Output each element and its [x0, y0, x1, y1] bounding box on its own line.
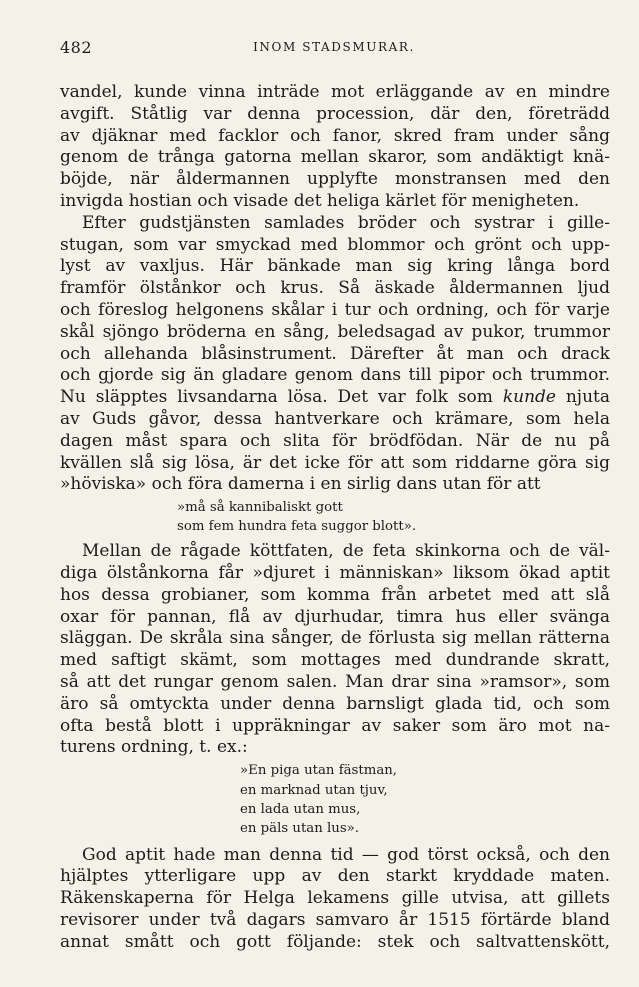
- text-line: kvällen slå sig lösa, är det icke för att som riddarne göra sig: [60, 452, 610, 473]
- text-line: framför ölstånkor och krus. Så äskade åldermannen ljud: [60, 278, 610, 299]
- verse-line: »må så kannibaliskt gott: [177, 500, 343, 516]
- text-line: »höviska» och föra damerna i en sirlig dans utan för att: [60, 474, 541, 495]
- text-line: lyst av vaxljus. Här bänkade man sig kring långa bord: [60, 256, 610, 277]
- text-line: Mellan de rågade köttfaten, de feta skinkorna och de väl-: [82, 541, 610, 562]
- italic-word: kunde: [502, 387, 556, 408]
- text-line: [60, 387, 610, 409]
- text-line: oxar för pannan, flå av djurhudar, timra hus eller svänga: [60, 606, 610, 627]
- verse-line: en päls utan lus».: [240, 821, 360, 837]
- text-line: annat smått och gott följande: stek och saltvattenskött,: [60, 931, 610, 952]
- page-number: 482: [60, 38, 93, 57]
- text-line: God aptit hade man denna tid — god törst också, och den: [82, 844, 610, 865]
- text-line: ofta bestå blott i uppräkningar av saker som äro mot na-: [60, 715, 610, 736]
- page-body: [60, 82, 610, 954]
- running-title: INOM STADSMURAR.: [253, 40, 415, 54]
- text-line: hos dessa grobianer, som komma från arbetet med att slå: [60, 584, 610, 605]
- text-line: släggan. De skråla sina sånger, de förlusta sig mellan rätterna: [60, 628, 610, 649]
- text-segment: Nu släpptes livsandarna lösa. Det var folk som: [60, 387, 503, 408]
- text-line: och föreslog helgonens skålar i tur och ordning, och för varje: [60, 299, 610, 320]
- text-line: invigda hostian och visade det heliga kärlet för menigheten.: [60, 190, 580, 211]
- text-line: av djäknar med facklor och fanor, skred fram under sång: [60, 125, 610, 146]
- text-line: dagen måst spara och slita för brödfödan. När de nu på: [60, 430, 610, 451]
- text-line: turens ordning, t. ex.:: [60, 737, 248, 758]
- page-header: [60, 38, 608, 60]
- text-line: Räkenskaperna för Helga lekamens gille utvisa, att gillets: [60, 888, 610, 909]
- text-line: hjälptes ytterligare upp av den starkt kryddade maten.: [60, 866, 610, 887]
- verse-line: »En piga utan fästman,: [240, 763, 398, 779]
- text-line: genom de trånga gatorna mellan skaror, som andäktigt knä-: [60, 147, 610, 168]
- text-line: skål sjöngo bröderna en sång, beledsagad av pukor, trummor: [60, 321, 610, 342]
- text-segment: njuta: [555, 387, 610, 408]
- text-line: äro så omtyckta under denna barnsligt glada tid, och som: [60, 693, 610, 714]
- text-line: Efter gudstjänsten samlades bröder och systrar i gille-: [82, 212, 610, 233]
- text-line: och gjorde sig än gladare genom dans till pipor och trummor.: [60, 365, 610, 386]
- verse-line: en lada utan mus,: [240, 801, 361, 817]
- text-line: av Guds gåvor, dessa hantverkare och krämare, som hela: [60, 408, 610, 429]
- text-line: avgift. Ståtlig var denna procession, där den, företrädd: [60, 103, 610, 124]
- verse-line: en marknad utan tjuv,: [240, 782, 388, 798]
- text-line: stugan, som var smyckad med blommor och grönt och upp-: [60, 234, 610, 255]
- text-line: och allehanda blåsinstrument. Därefter åt man och drack: [60, 343, 610, 364]
- text-line: vandel, kunde vinna inträde mot erläggande av en mindre: [60, 82, 610, 102]
- text-line: revisorer under två dagars samvaro år 1515 förtärde bland: [60, 910, 610, 931]
- text-line: böjde, när åldermannen upplyfte monstransen med den: [60, 169, 610, 190]
- text-line: diga ölstånkorna får »djuret i människan» liksom ökad aptit: [60, 562, 610, 583]
- text-line: så att det rungar genom salen. Man drar sina »ramsor», som: [60, 671, 610, 692]
- text-line: med saftigt skämt, som mottages med dundrande skratt,: [60, 650, 610, 671]
- verse-line: som fem hundra feta suggor blott».: [177, 519, 417, 535]
